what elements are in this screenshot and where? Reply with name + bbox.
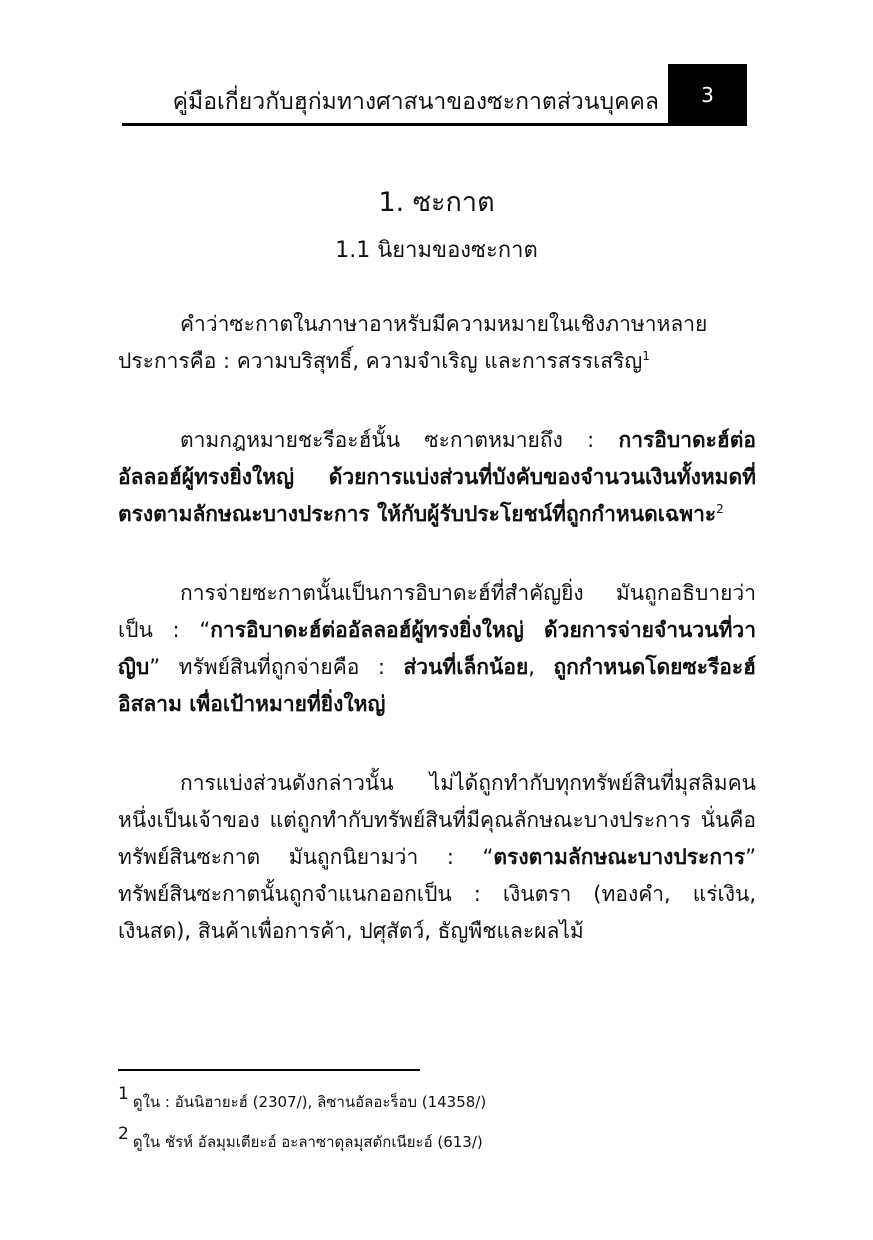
paragraph-2 [118, 422, 756, 533]
paragraph-3-text-2: ” ทรัพย์สินที่ถูกจ่ายคือ : [149, 655, 404, 679]
paragraph-3-text-3: , [528, 655, 554, 679]
footnote-ref-1: 1 [642, 349, 650, 363]
chapter-title: 1. ซะกาต [378, 187, 495, 218]
body-text [118, 306, 756, 992]
paragraph-3-bold-1: การอิบาดะฮ์ต่ออัลลอฮ์ผู้ทรงยิ่งใหญ่ ด้วยการจ่ายจำนวนที่วาญิบ [118, 618, 756, 679]
paragraph-3-bold-2: ส่วนที่เล็กน้อย [403, 655, 529, 679]
paragraph-4 [118, 765, 756, 950]
paragraph-1 [118, 306, 756, 380]
paragraph-3 [118, 575, 756, 723]
footnote-1-number: 1 [118, 1084, 129, 1104]
footnote-2-text: ดูใน ชัรห์ อัลมุมเตียะอ์ อะลาซาดุลมุสตักเนียะอ์ (613/) [132, 1133, 483, 1151]
paragraph-4-text-1: การแบ่งส่วนดังกล่าวนั้น ไม่ได้ถูกทำกับทุกทรัพย์สินที่มุสลิมคนหนึ่งเป็นเจ้าของ แต่ถูกทำกับทรัพย์สินที่มีคุณลักษณะบางประการ นั่นคือ ทรัพย์สินซะกาต มันถูกนิยามว่า : “ [118, 771, 756, 869]
page-number: 3 [701, 83, 714, 107]
header-rule [122, 123, 668, 126]
paragraph-1-text: คำว่าซะกาตในภาษาอาหรับมีความหมายในเชิงภาษาหลายประการคือ : ความบริสุทธิ์, ความจำเริญ และการสรรเสริญ [118, 312, 708, 373]
footnote-ref-2: 2 [716, 502, 724, 516]
paragraph-2-text: ตามกฎหมายชะรีอะฮ์นั้น ซะกาตหมายถึง : [180, 428, 619, 452]
footnote-1 [118, 1084, 487, 1114]
header-title: คู่มือเกี่ยวกับฮุก่มทางศาสนาของซะกาตส่วนบุคคล [172, 89, 659, 115]
paragraph-2-bold: การอิบาดะฮ์ต่ออัลลอฮ์ผู้ทรงยิ่งใหญ่ ด้วยการแบ่งส่วนที่บังคับของจำนวนเงินทั้งหมดที่ตรงตามลักษณะบางประการ ให้กับผู้รับประโยชน์ที่ถูกกำหนดเฉพาะ [118, 428, 756, 526]
footnote-1-text: ดูใน : อันนิฮายะฮ์ (2307/), ลิซานอัลอะร็อบ (14358/) [132, 1093, 487, 1111]
page-number-box [668, 64, 747, 126]
footnote-2 [118, 1124, 483, 1154]
page-header [122, 64, 747, 126]
paragraph-4-bold-1: ตรงตามลักษณะบางประการ [493, 845, 746, 869]
section-title: 1.1 นิยามของซะกาต [335, 238, 538, 263]
paragraph-3-text-1: การจ่ายซะกาตนั้นเป็นการอิบาดะฮ์ที่สำคัญยิ่ง มันถูกอธิบายว่าเป็น : “ [118, 581, 756, 642]
paragraph-3-bold-3: ถูกกำหนดโดยซะรีอะฮ์อิสลาม เพื่อเป้าหมายที่ยิ่งใหญ่ [118, 655, 756, 716]
paragraph-4-text-2: ” ทรัพย์สินซะกาตนั้นถูกจำแนกออกเป็น : เงินตรา (ทองคำ, แร่เงิน, เงินสด), สินค้าเพื่อการค้า, ปศุสัตว์, ธัญพืชและผลไม้ [118, 845, 756, 943]
footnote-2-number: 2 [118, 1124, 129, 1144]
footnote-separator [118, 1069, 420, 1071]
